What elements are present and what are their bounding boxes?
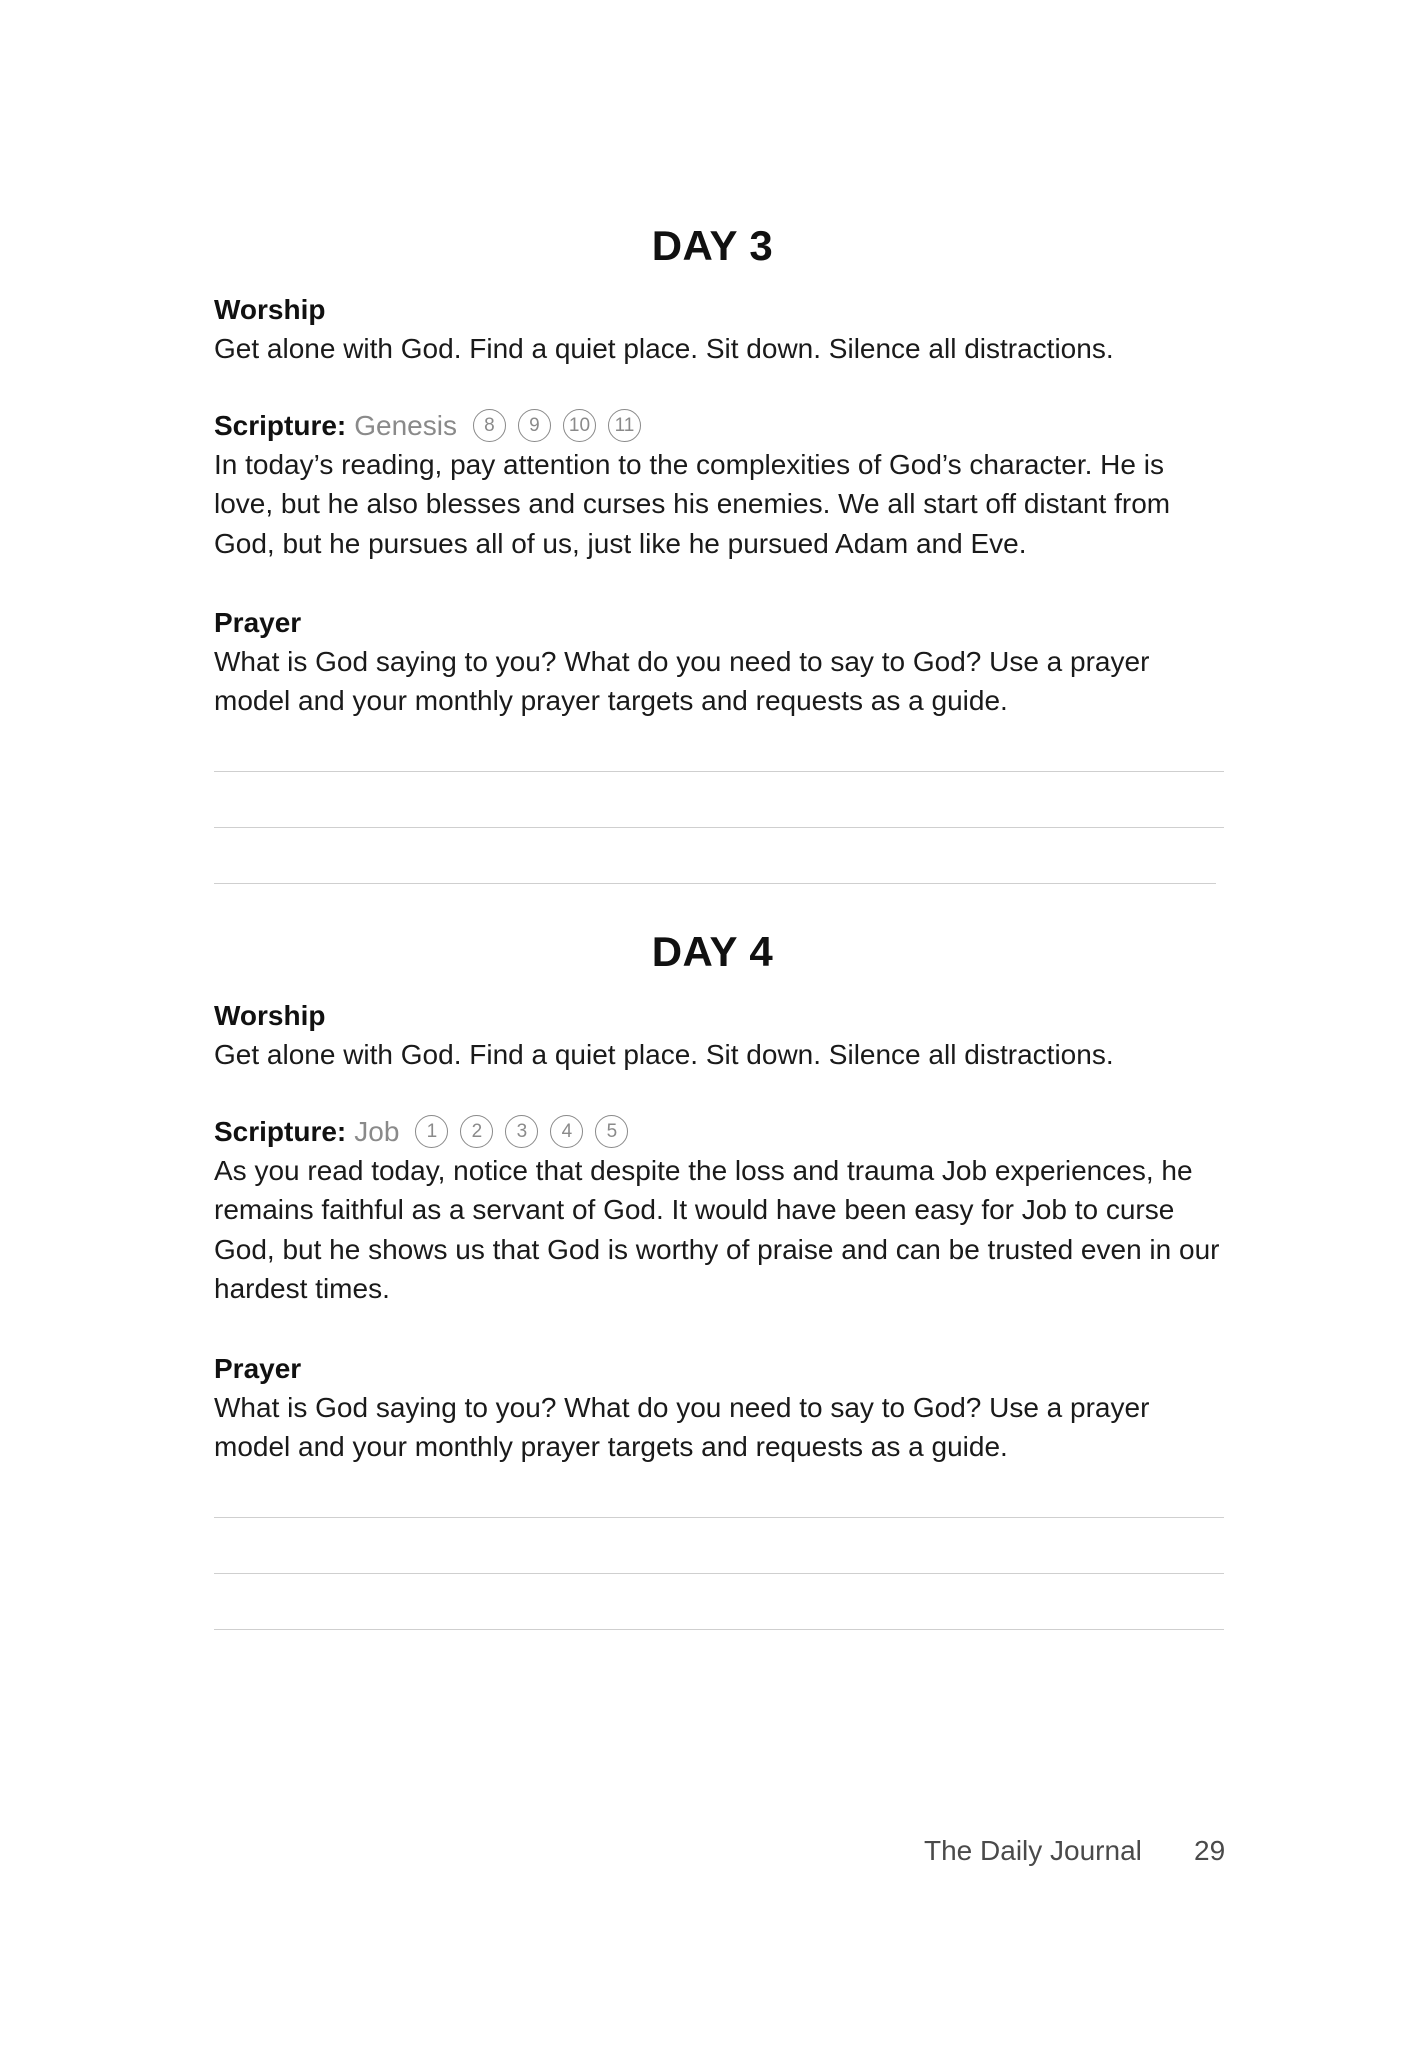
worship-heading: Worship <box>214 1000 326 1031</box>
scripture-reference <box>214 406 1224 445</box>
writing-line[interactable] <box>214 771 1224 772</box>
chapter-checkbox[interactable]: 4 <box>550 1115 583 1148</box>
prayer-heading: Prayer <box>214 607 302 638</box>
scripture-reference <box>214 1112 1224 1151</box>
chapter-checkbox[interactable]: 11 <box>608 409 641 442</box>
scripture-book: Genesis <box>354 410 457 441</box>
page-number: 29 <box>1194 1835 1226 1866</box>
day-4-title: DAY 4 <box>651 928 774 975</box>
writing-line[interactable] <box>214 1629 1224 1630</box>
day-4-worship-section <box>214 996 1224 1074</box>
day-4-prayer-section <box>214 1349 1224 1467</box>
day-3-prayer-section <box>214 603 1224 721</box>
chapter-checkbox[interactable]: 2 <box>460 1115 493 1148</box>
writing-line[interactable] <box>214 1517 1224 1518</box>
scripture-text: As you read today, notice that despite the loss and trauma Job experiences, he remains faithful as a servant of God. It would have been easy for Job to curse God, but he shows us that God is worthy of praise and can be trusted even in our hardest times. <box>214 1155 1220 1304</box>
worship-text: Get alone with God. Find a quiet place. Sit down. Silence all distractions. <box>214 1039 1114 1070</box>
chapter-checkbox[interactable]: 3 <box>505 1115 538 1148</box>
chapter-checkbox[interactable]: 1 <box>415 1115 448 1148</box>
footer-title: The Daily Journal <box>924 1835 1142 1866</box>
chapter-checkbox[interactable]: 9 <box>518 409 551 442</box>
prayer-heading: Prayer <box>214 1353 302 1384</box>
scripture-book: Job <box>354 1116 400 1147</box>
day-3-scripture-section <box>214 406 1224 563</box>
writing-line[interactable] <box>214 883 1216 884</box>
prayer-text: What is God saying to you? What do you need to say to God? Use a prayer model and your monthly prayer targets and requests as a guide. <box>214 646 1150 717</box>
worship-heading: Worship <box>214 294 326 325</box>
day-3-worship-section <box>214 290 1224 368</box>
scripture-label: Scripture: <box>214 1116 347 1147</box>
worship-text: Get alone with God. Find a quiet place. Sit down. Silence all distractions. <box>214 333 1114 364</box>
prayer-text: What is God saying to you? What do you need to say to God? Use a prayer model and your monthly prayer targets and requests as a guide. <box>214 1392 1150 1463</box>
chapter-checkbox[interactable]: 5 <box>595 1115 628 1148</box>
scripture-label: Scripture: <box>214 410 347 441</box>
writing-line[interactable] <box>214 1573 1224 1574</box>
chapter-checkbox[interactable]: 10 <box>563 409 596 442</box>
chapter-checkbox[interactable]: 8 <box>473 409 506 442</box>
scripture-text: In today’s reading, pay attention to the complexities of God’s character. He is love, but he also blesses and curses his enemies. We all start off distant from God, but he pursues all of us, just like he pursued Adam and Eve. <box>214 449 1171 559</box>
day-3-title: DAY 3 <box>651 222 774 269</box>
day-4-scripture-section <box>214 1112 1224 1308</box>
writing-line[interactable] <box>214 827 1224 828</box>
